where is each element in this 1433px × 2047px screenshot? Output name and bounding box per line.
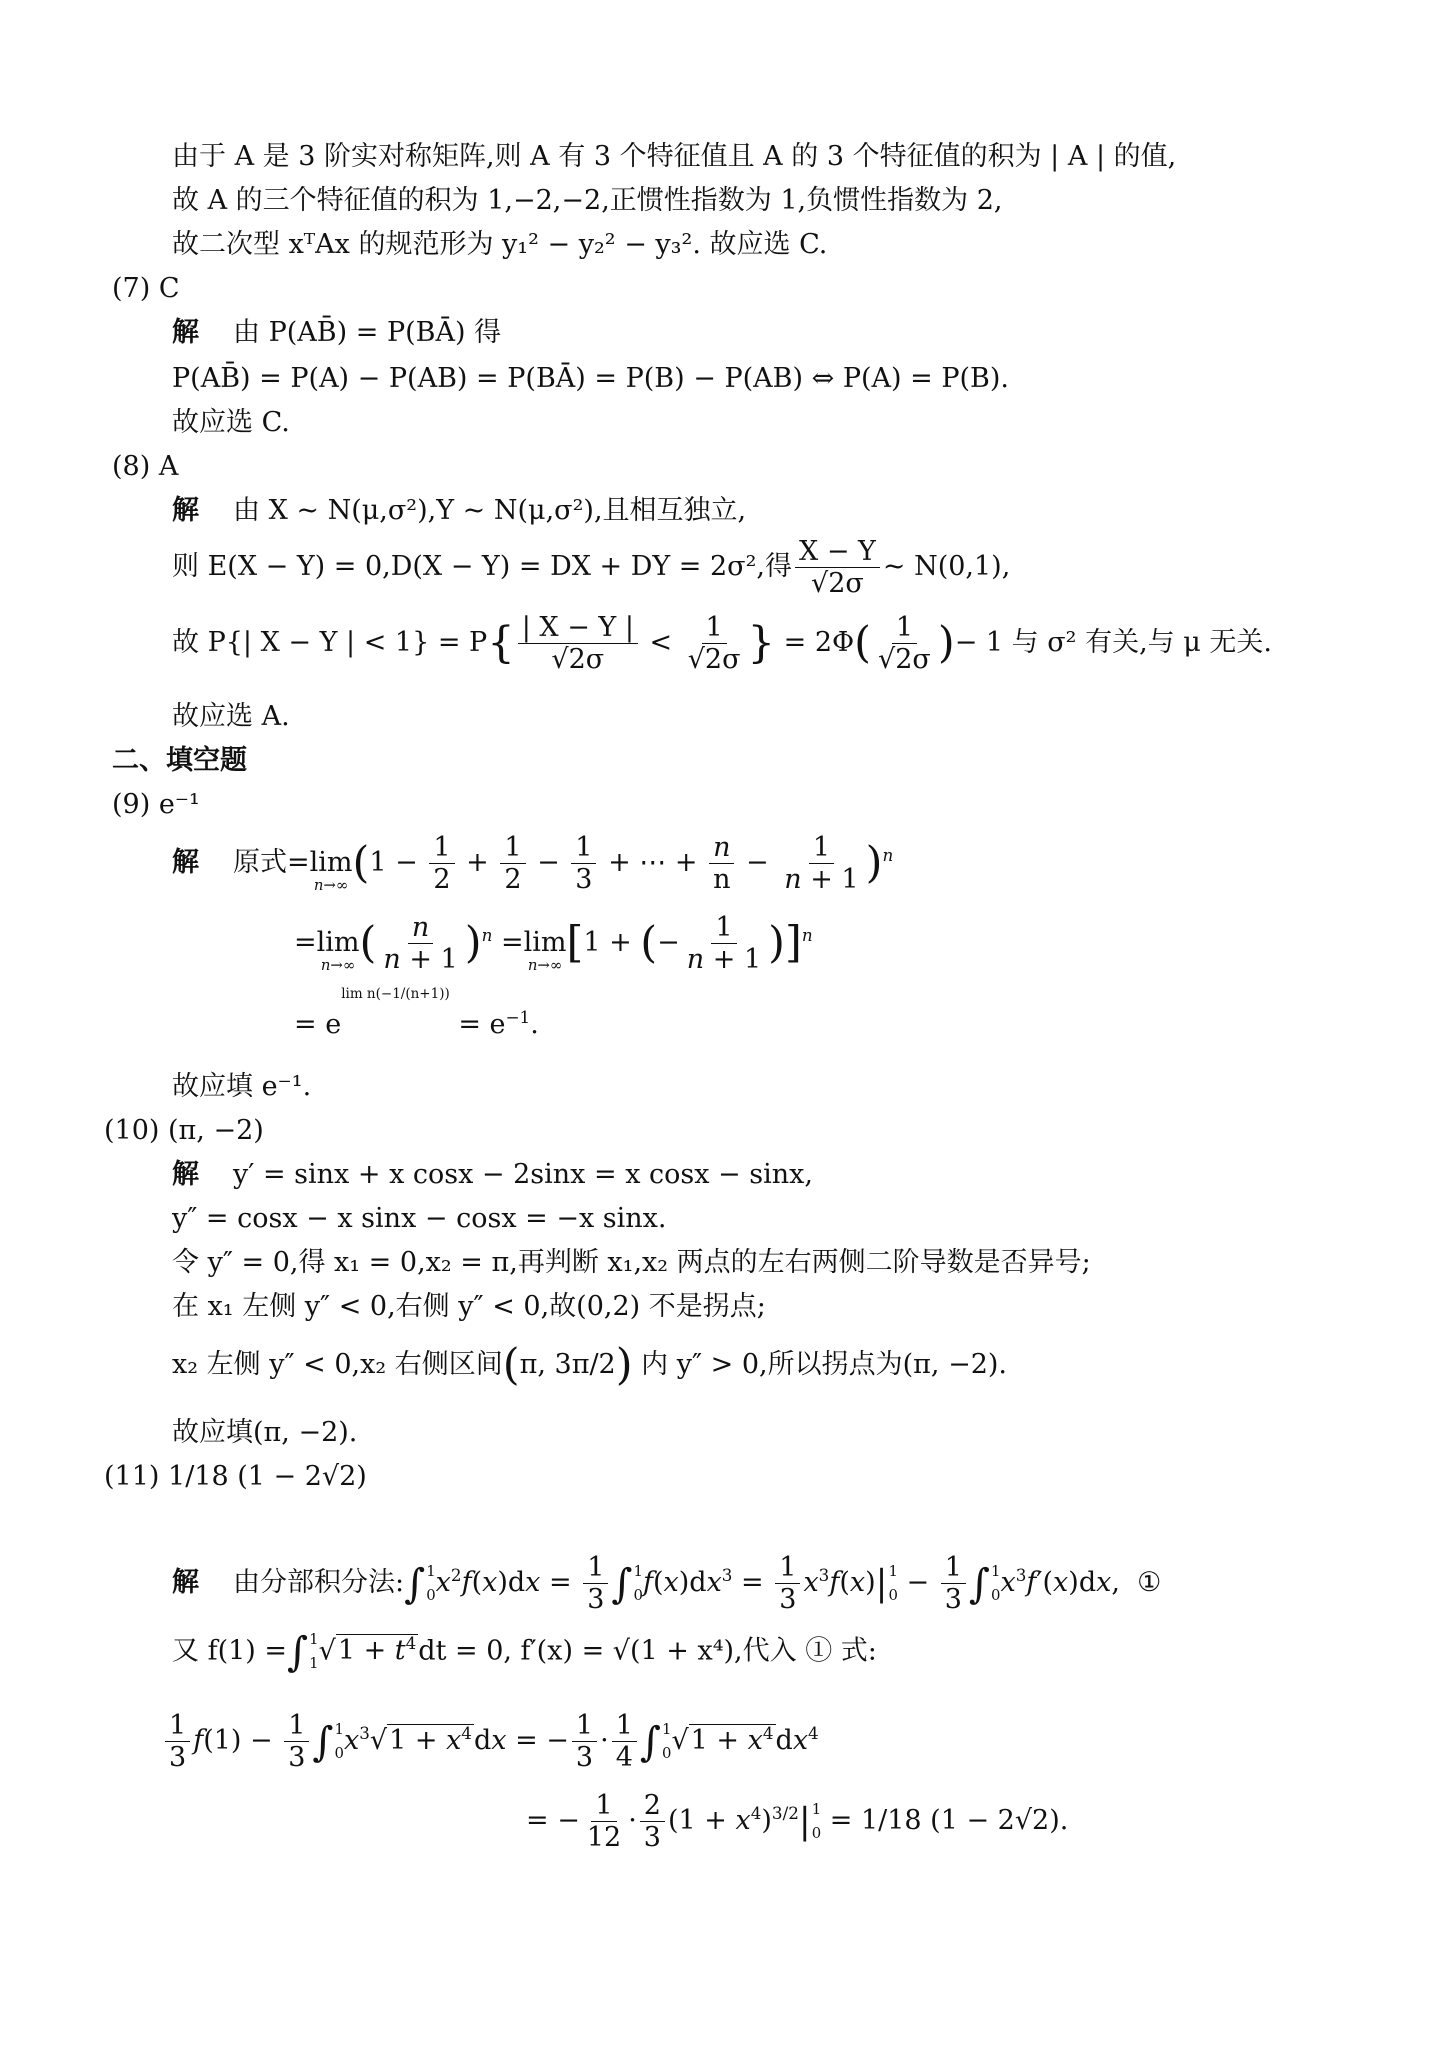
q6-line3: 故二次型 xᵀAx 的规范形为 y₁² − y₂² − y₃². 故应选 C. [172,229,828,260]
solution-label: 解 [172,317,199,348]
q9-line1-head: 原式 [233,847,287,879]
q8-line3-row: 故 P{| X − Y | < 1} = P{ $\frac{| X - Y |}{√2\sigma}$ < $\frac{1}{√2\sigma}$ } = 2Φ( $\frac{1}{√2\sigma}$ )− 1 与 σ² 有关,与 μ 无关. [172,612,1272,676]
q6-line1: 由于 A 是 3 阶实对称矩阵,则 A 有 3 个特征值且 A 的 3 个特征值的积为 | A | 的值, [172,141,1177,172]
q6-line2: 故 A 的三个特征值的积为 1,−2,−2,正惯性指数为 1,负惯性指数为 2, [172,185,1003,216]
q7-line1-row [172,316,501,350]
q10-line5-row: x₂ 左侧 y″ < 0,x₂ 右侧区间(π, 3π/2) 内 y″ > 0,所以拐点为(π, −2). [172,1340,1008,1390]
q8-line1: 由 X ~ N(μ,σ²),Y ~ N(μ,σ²),且相互独立, [233,495,747,526]
q8-frac1-den: √2σ [551,644,605,676]
q10-line5-tail: 内 y″ > 0,所以拐点为(π, −2). [641,1349,1008,1381]
limit: lim n→∞ [309,847,353,895]
q11-line4-row: = − $\frac{1}{12}$ · $\frac{2}{3}$ $(1 + x^4)^{3/2}|$ 1 0 = 1/18 (1 − 2√2). [526,1790,1069,1854]
q9-answer: (9) e⁻¹ [112,789,200,820]
right-brace: } [747,617,776,668]
q8-frac3-num: 1 [892,612,917,644]
q8-line3-mid: = 2Φ [783,627,855,659]
section-heading: 二、填空题 [112,745,247,776]
q9-line2-row: = lim n→∞ ( $\frac{n}{n + 1}$ )$^n$ = lim n→∞ [1 + (− $\frac{1}{n + 1}$ )]$^n$ [294,912,813,976]
q8-line3-tail: − 1 与 σ² 有关,与 μ 无关. [954,627,1272,659]
q9-exponent: lim n(−1/(n+1)) [341,986,450,1002]
q11-result: = 1/18 (1 − 2√2). [829,1805,1069,1837]
limit: lim n→∞ [523,927,567,975]
solution-label: 解 [172,847,199,879]
q8-frac-num: X − Y [795,536,880,568]
q8-frac-den: √2σ [811,568,864,600]
q8-frac1 [518,612,638,675]
solution-label: 解 [172,1567,199,1599]
q8-answer: (8) A [112,451,179,482]
q11-line2-head: 又 f(1) = [172,1635,288,1667]
q10-line6: 故应填(π, −2). [172,1417,358,1448]
q11-line1-row: 解 由分部积分法:∫ 1 0 $x^2f(x)dx$ = $\frac{1}{3}$ ∫ 1 0 $f(x)dx^3$ = $\frac{1}{3}$ $x^3f(x)|$ 1 0 − $\frac{1}{3}$ ∫ 1 0 $x^3f'(x)dx$, ① [172,1552,1162,1616]
q11-line3-row: $\frac{1}{3}$ f(1) − $\frac{1}{3}$ ∫ 1 0 $x^3√1 + x^4dx$ = − $\frac{1}{3}$ · $\frac{1}{4}$ ∫ 1 0 $√1 + x^4dx^4$ [162,1710,819,1773]
q7-line2: P(AB̄) = P(A) − P(AB) = P(BĀ) = P(B) − P(AB) ⇔ P(A) = P(B). [172,363,1010,394]
left-paren: ( [854,617,872,668]
q8-frac1-num: | X − Y | [518,612,638,644]
q9-line1-row: 解 原式= lim n→∞ (1 − $\frac{1}{2}$ + $\frac{1}{2}$ − $\frac{1}{3}$ + ⋯ + $\frac{n}{n}$ − $\frac{1}{n + 1}$ )$^n$ [172,832,894,896]
q11-line2-tail: dt = 0, f′(x) = √(1 + x⁴),代入 ① 式: [418,1635,877,1667]
q8-line4: 故应选 A. [172,701,290,732]
q10-line1: y′ = sinx + x cosx − 2sinx = x cosx − sinx, [233,1159,813,1190]
q9-line4: 故应填 e⁻¹. [172,1071,312,1102]
q10-interval: π, 3π/2 [519,1349,616,1381]
q8-line3-head: 故 P{| X − Y | < 1} = P [172,627,488,659]
q11-answer-label: (11) [104,1461,160,1492]
q8-fraction [795,536,880,599]
q10-line5-head: x₂ 左侧 y″ < 0,x₂ 右侧区间 [172,1349,503,1381]
q8-line2-tail: ~ N(0,1), [882,551,1011,583]
q10-line1-row [172,1158,813,1192]
q8-frac2-den: √2σ [687,644,741,676]
q11-line2-row: 又 f(1) =∫ 1 1 $√1 + t^4dt = 0$, f′(x) = √(1 + x⁴),代入 ① 式: [172,1627,877,1676]
q8-frac2 [684,612,745,675]
q8-frac3 [874,612,935,675]
left-brace: { [487,617,515,668]
q11-answer: 1/18 (1 − 2√2) [168,1461,367,1492]
q10-line4: 在 x₁ 左侧 y″ < 0,右侧 y″ < 0,故(0,2) 不是拐点; [172,1291,766,1322]
q8-frac3-den: √2σ [878,644,931,676]
q11-line1-head: 由分部积分法: [233,1567,405,1599]
solution-label: 解 [172,1159,199,1190]
q11-answer-row [104,1460,367,1494]
right-paren: ) [937,617,955,668]
q7-answer: (7) C [112,273,180,304]
limit: lim n→∞ [316,927,360,975]
q8-line1-row [172,494,746,528]
solution-label: 解 [172,495,199,526]
q11-marker: ① [1137,1567,1162,1599]
q10-line3: 令 y″ = 0,得 x₁ = 0,x₂ = π,再判断 x₁,x₂ 两点的左右两侧二阶导数是否异号; [172,1247,1091,1278]
q7-line3: 故应选 C. [172,407,290,438]
q9-line3-row: = elim $n(-1/(n+1)) = e^{-1}$. [294,986,539,1040]
q7-line1: 由 P(AB̄) = P(BĀ) 得 [233,317,502,348]
q8-frac2-num: 1 [702,612,727,644]
q10-answer: (10) (π, −2) [104,1115,264,1146]
q8-line2-row [172,536,1010,599]
q8-line2-text: 则 E(X − Y) = 0,D(X − Y) = DX + DY = 2σ²,得 [172,551,793,583]
q10-line2: y″ = cosx − x sinx − cosx = −x sinx. [172,1203,667,1234]
